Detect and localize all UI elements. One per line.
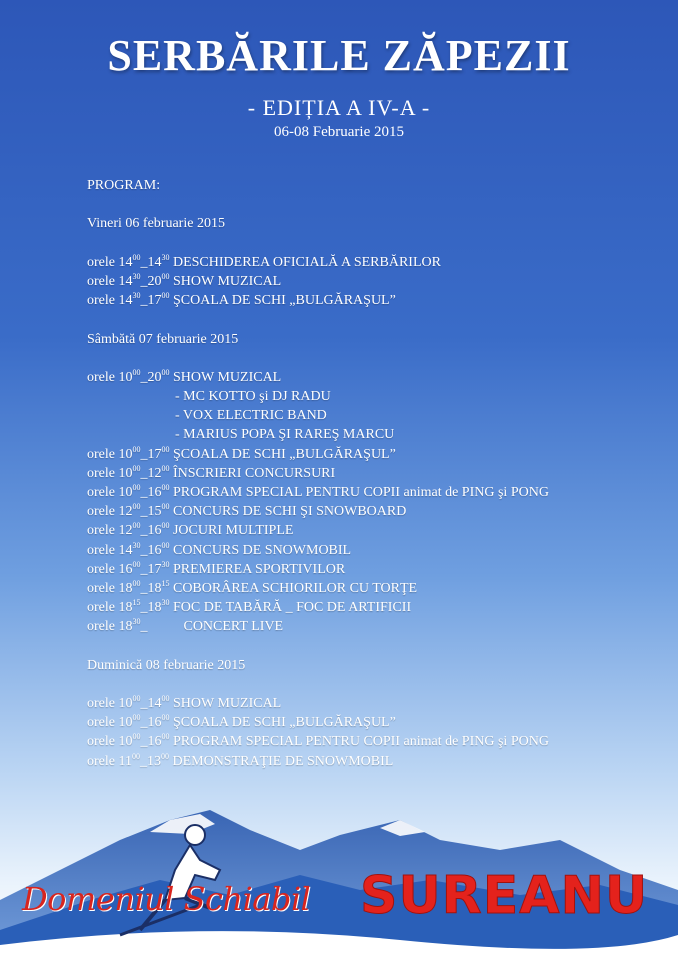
- event-extra: animat de PING şi PONG: [403, 485, 549, 500]
- time-separator: _: [140, 580, 148, 596]
- event-dates: 06-08 Februarie 2015: [274, 124, 404, 140]
- end-minutes: 00: [161, 694, 170, 704]
- start-hour: 10: [118, 485, 133, 500]
- start-minutes: 00: [132, 502, 141, 512]
- event-title: SHOW MUZICAL: [172, 369, 282, 385]
- program-label: PROGRAM:: [87, 178, 161, 193]
- time-separator: _: [140, 523, 148, 539]
- time-prefix: orele: [87, 542, 119, 558]
- time-prefix: orele: [87, 504, 119, 520]
- start-hour: 12: [118, 523, 133, 539]
- end-minutes: 15: [161, 578, 170, 588]
- time-separator: _: [140, 715, 148, 731]
- start-minutes: 00: [132, 732, 141, 742]
- end-minutes: 00: [161, 271, 170, 281]
- time-separator: _: [140, 273, 148, 289]
- start-hour: 10: [118, 696, 133, 712]
- program-section: [87, 176, 667, 771]
- end-minutes: 00: [161, 521, 170, 531]
- end-hour: 20: [147, 369, 162, 385]
- start-minutes: 00: [132, 694, 141, 704]
- event-title: CONCURS DE SNOWMOBIL: [172, 542, 352, 558]
- start-hour: 14: [118, 273, 133, 289]
- end-hour: 17: [147, 293, 162, 309]
- start-minutes: 00: [132, 578, 141, 588]
- schedule-item: [87, 694, 667, 713]
- event-title: ŞCOALA DE SCHI „BULGĂRAŞUL”: [172, 293, 396, 309]
- time-prefix: orele: [87, 580, 119, 596]
- event-title: COBORÂREA SCHIORILOR CU TORŢE: [172, 580, 418, 596]
- schedule-item: [87, 560, 667, 579]
- spacer: [87, 234, 667, 253]
- event-title: CONCERT LIVE: [183, 619, 284, 635]
- end-minutes: 00: [161, 463, 170, 473]
- schedule-item: [87, 368, 667, 387]
- time-separator: _: [140, 542, 148, 558]
- start-minutes: 30: [132, 271, 141, 281]
- start-hour: 14: [118, 293, 133, 309]
- end-minutes: 30: [161, 598, 170, 608]
- time-separator: _: [140, 369, 148, 385]
- end-hour: 17: [147, 446, 162, 462]
- start-minutes: 30: [132, 617, 141, 627]
- start-minutes: 00: [132, 483, 141, 492]
- start-hour: 18: [118, 600, 133, 616]
- performer-item: - MARIUS POPA ŞI RAREŞ MARCU: [175, 427, 395, 443]
- schedule-item: [87, 579, 667, 598]
- end-hour: 13: [146, 753, 161, 769]
- event-title: ŞCOALA DE SCHI „BULGĂRAŞUL”: [172, 715, 396, 731]
- end-hour: 18: [147, 600, 162, 616]
- time-prefix: orele: [87, 753, 119, 769]
- end-hour: 16: [147, 542, 162, 558]
- schedule-item: [87, 464, 667, 483]
- start-hour: 10: [118, 734, 133, 750]
- performer-item: - VOX ELECTRIC BAND: [175, 408, 327, 424]
- end-hour: 15: [147, 504, 162, 520]
- time-prefix: orele: [87, 600, 119, 616]
- spacer: [87, 349, 667, 368]
- schedule-item: [87, 598, 667, 617]
- time-prefix: orele: [87, 523, 119, 539]
- edition-subtitle: - EDIȚIA A IV-A -: [247, 95, 431, 120]
- time-separator: _: [140, 465, 148, 481]
- schedule-item: [87, 272, 667, 291]
- schedule-item: [87, 253, 667, 272]
- time-prefix: orele: [87, 273, 119, 289]
- spacer: [87, 637, 667, 656]
- start-hour: 10: [118, 715, 133, 731]
- day-heading: Sâmbătă 07 februarie 2015: [87, 331, 239, 347]
- start-minutes: 15: [132, 598, 141, 608]
- end-hour: 17: [147, 561, 162, 577]
- start-hour: 10: [118, 465, 133, 481]
- event-title: ÎNSCRIERI CONCURSURI: [172, 465, 336, 481]
- time-separator: _: [140, 293, 148, 309]
- time-separator: _: [140, 619, 148, 635]
- start-minutes: 00: [132, 463, 141, 473]
- event-title: PREMIEREA SPORTIVILOR: [172, 561, 346, 577]
- spacer: [87, 195, 667, 214]
- day-heading: Duminică 08 februarie 2015: [87, 657, 246, 673]
- start-hour: 12: [118, 504, 133, 520]
- start-minutes: 00: [132, 559, 141, 569]
- end-hour: 16: [147, 523, 162, 539]
- time-separator: _: [139, 753, 147, 769]
- start-hour: 18: [118, 619, 133, 635]
- schedule-item: [87, 521, 667, 540]
- time-separator: _: [140, 561, 148, 577]
- logo-script-text: Domeniul Schiabil: [22, 880, 311, 918]
- start-minutes: 00: [132, 252, 141, 262]
- time-prefix: orele: [87, 465, 119, 481]
- spacer: [87, 675, 667, 694]
- end-minutes: 00: [161, 291, 170, 301]
- schedule-item: [87, 445, 667, 464]
- end-hour: 12: [147, 465, 162, 481]
- start-hour: 10: [118, 369, 133, 385]
- schedule-item: [87, 502, 667, 521]
- time-prefix: orele: [87, 619, 119, 635]
- time-prefix: orele: [87, 485, 119, 500]
- end-hour: 18: [147, 580, 162, 596]
- end-minutes: 00: [161, 713, 170, 723]
- poster-title: SERBĂRILE ZĂPEZII: [107, 31, 571, 80]
- time-separator: _: [140, 734, 148, 750]
- start-hour: 10: [118, 446, 133, 462]
- start-hour: 14: [118, 254, 133, 270]
- schedule-item: [87, 483, 667, 502]
- start-hour: 11: [118, 753, 132, 769]
- end-minutes: 00: [161, 502, 170, 512]
- event-title: SHOW MUZICAL: [172, 696, 282, 712]
- time-separator: _: [140, 254, 148, 270]
- end-hour: 14: [147, 254, 162, 270]
- time-separator: _: [140, 446, 148, 462]
- time-prefix: orele: [87, 369, 119, 385]
- event-title: FOC DE TABĂRĂ _ FOC DE ARTIFICII: [172, 600, 412, 616]
- end-minutes: 00: [161, 483, 170, 492]
- time-separator: _: [140, 696, 148, 712]
- event-title: PROGRAM SPECIAL PENTRU COPII: [172, 485, 400, 500]
- start-minutes: 00: [132, 521, 141, 531]
- time-prefix: orele: [87, 734, 119, 750]
- event-title: ŞCOALA DE SCHI „BULGĂRAŞUL”: [172, 446, 396, 462]
- end-minutes: 30: [161, 252, 170, 262]
- start-minutes: 00: [132, 713, 141, 723]
- end-minutes: 30: [161, 559, 170, 569]
- end-minutes: 00: [161, 444, 170, 454]
- event-title: DESCHIDEREA OFICIALĂ A SERBĂRILOR: [172, 254, 441, 270]
- end-minutes: 00: [161, 540, 170, 550]
- time-prefix: orele: [87, 561, 119, 577]
- start-minutes: 00: [132, 444, 141, 454]
- start-hour: 18: [118, 580, 133, 596]
- spacer: [87, 310, 667, 329]
- time-separator: _: [140, 600, 148, 616]
- event-title: DEMONSTRAŢIE DE SNOWMOBIL: [172, 753, 394, 769]
- end-hour: 16: [147, 485, 162, 500]
- start-hour: 16: [118, 561, 133, 577]
- performer-item: - MC KOTTO şi DJ RADU: [175, 389, 331, 405]
- schedule-item: [87, 617, 667, 636]
- event-title: CONCURS DE SCHI ŞI SNOWBOARD: [172, 504, 407, 520]
- time-separator: _: [140, 485, 148, 500]
- start-minutes: 30: [132, 540, 141, 550]
- event-title: JOCURI MULTIPLE: [172, 523, 294, 539]
- time-separator: _: [140, 504, 148, 520]
- event-extra: animat de PING şi PONG: [403, 734, 549, 750]
- start-minutes: 00: [131, 751, 140, 761]
- end-minutes: 00: [160, 751, 169, 761]
- schedule-item: [87, 732, 667, 751]
- time-prefix: orele: [87, 696, 119, 712]
- schedule-item: [87, 713, 667, 732]
- schedule-item: [87, 291, 667, 310]
- end-hour: 14: [147, 696, 162, 712]
- end-hour: 20: [147, 273, 162, 289]
- schedule-item: [87, 752, 667, 771]
- time-prefix: orele: [87, 715, 119, 731]
- time-prefix: orele: [87, 446, 119, 462]
- end-hour: 16: [147, 734, 162, 750]
- day-heading: Vineri 06 februarie 2015: [87, 216, 225, 232]
- event-title: PROGRAM SPECIAL PENTRU COPII: [172, 734, 400, 750]
- start-minutes: 00: [132, 367, 141, 377]
- event-title: SHOW MUZICAL: [172, 273, 282, 289]
- start-hour: 14: [118, 542, 133, 558]
- start-minutes: 30: [132, 291, 141, 301]
- end-minutes: 00: [161, 732, 170, 742]
- time-prefix: orele: [87, 293, 119, 309]
- time-prefix: orele: [87, 254, 119, 270]
- schedule-item: [87, 541, 667, 560]
- logo-main-text: SUREANU: [360, 866, 649, 926]
- end-hour: 16: [147, 715, 162, 731]
- end-minutes: 00: [161, 367, 170, 377]
